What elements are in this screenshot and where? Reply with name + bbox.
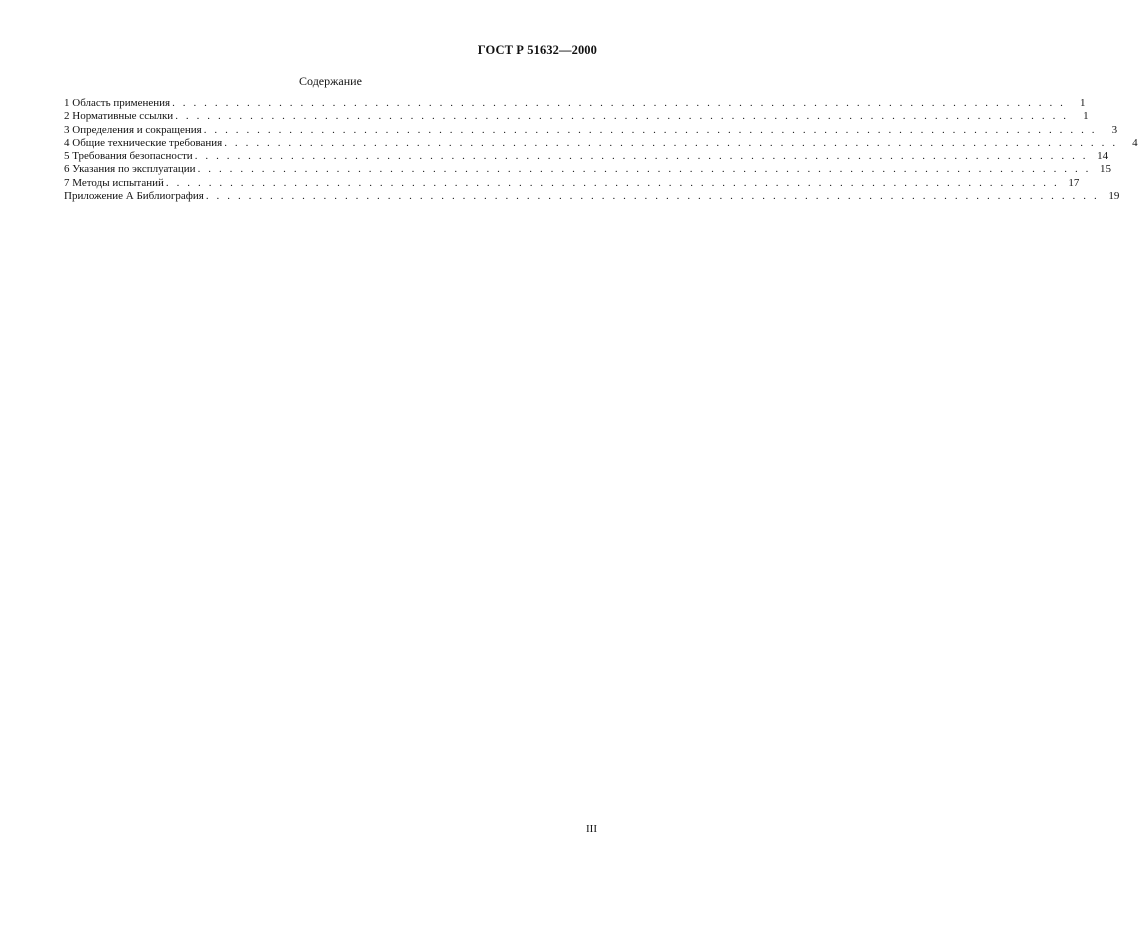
toc-entry-page: 3 [1111,123,1118,136]
document-code: ГОСТ Р 51632—2000 [477,43,597,57]
toc-entry-page: 17 [1068,176,1080,189]
toc-entry-safety-requirements[interactable] [64,150,1109,163]
toc-entry-appendix-bibliography[interactable] [64,190,1120,203]
toc-entry-label: 7 Методы испытаний [64,176,164,189]
page-number: III [586,823,597,835]
toc-entry-definitions[interactable] [64,123,1118,137]
toc-entry-label: 4 Общие технические требования [64,136,223,149]
toc-entry-label: 1 Область применения [64,97,171,109]
toc-entry-normative-references[interactable] [64,110,1089,123]
toc-entry-label: 2 Нормативные ссылки [64,110,174,123]
toc-leader-dots: . . . . . . . . . . . . . . . . . . . . . . . . . . . . . . . . . . . . . . . . . . . . . . . . . . . . . . . . . . . . . . . . . . . . . . . . . . . . . . . . . . . . [194,150,1089,163]
toc-entry-page: 4 [1132,136,1138,149]
toc-entry-label: 6 Указания по эксплуатации [64,163,196,176]
toc-title: Содержание [299,74,362,88]
toc-leader-dots: . . . . . . . . . . . . . . . . . . . . . . . . . . . . . . . . . . . . . . . . . . . . . . . . . . . . . . . . . . . . . . . . . . . . . . . . . . . . . . . . . . . . [165,176,1060,189]
toc-entry-operating-instructions[interactable] [64,163,1112,176]
toc-entry-label: 5 Требования безопасности [64,150,193,163]
toc-entry-page: 14 [1097,150,1109,163]
toc-leader-dots: . . . . . . . . . . . . . . . . . . . . . . . . . . . . . . . . . . . . . . . . . . . . . . . . . . . . . . . . . . . . . . . . . . . . . . . . . . . . . . . . . . . . [172,97,1066,109]
toc-entry-label: 3 Определения и сокращения [64,123,202,136]
toc-entry-page: 19 [1108,190,1120,203]
toc-leader-dots: . . . . . . . . . . . . . . . . . . . . . . . . . . . . . . . . . . . . . . . . . . . . . . . . . . . . . . . . . . . . . . . . . . . . . . . . . . . . . . . . . . . . [175,110,1069,123]
toc-leader-dots: . . . . . . . . . . . . . . . . . . . . . . . . . . . . . . . . . . . . . . . . . . . . . . . . . . . . . . . . . . . . . . . . . . . . . . . . . . . . . . . . . . . . [203,123,1098,136]
toc-entry-scope[interactable] [64,97,1086,110]
toc-leader-dots: . . . . . . . . . . . . . . . . . . . . . . . . . . . . . . . . . . . . . . . . . . . . . . . . . . . . . . . . . . . . . . . . . . . . . . . . . . . . . . . . . . . . [205,190,1100,203]
toc-entry-page: 15 [1100,163,1112,176]
toc-entry-technical-requirements[interactable] [64,136,1138,150]
toc-entry-page: 1 [1080,97,1086,109]
toc-entry-page: 1 [1083,110,1089,123]
toc-leader-dots: . . . . . . . . . . . . . . . . . . . . . . . . . . . . . . . . . . . . . . . . . . . . . . . . . . . . . . . . . . . . . . . . . . . . . . . . . . . . . . . . . . . . [224,136,1118,149]
table-of-contents [64,97,1138,203]
toc-entry-test-methods[interactable] [64,176,1080,190]
toc-entry-label: Приложение А Библиография [64,190,204,203]
toc-leader-dots: . . . . . . . . . . . . . . . . . . . . . . . . . . . . . . . . . . . . . . . . . . . . . . . . . . . . . . . . . . . . . . . . . . . . . . . . . . . . . . . . . . . . [197,163,1092,176]
